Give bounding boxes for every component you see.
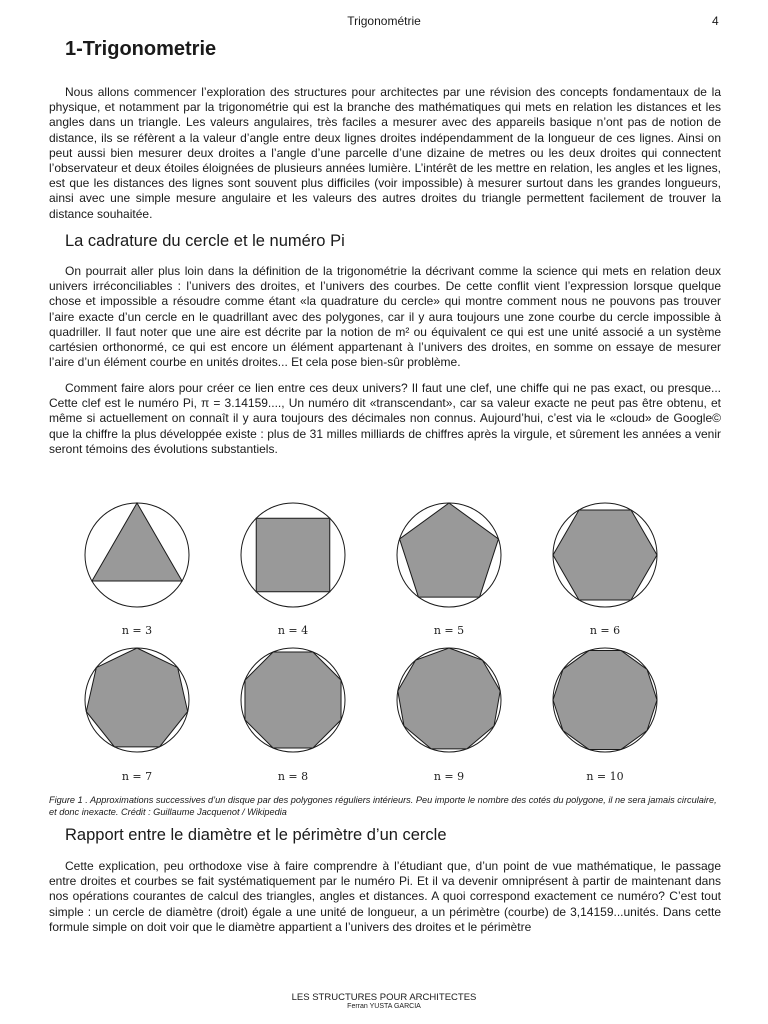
polygon-label: n = 4 xyxy=(277,624,309,637)
paragraph-quadrature: On pourrait aller plus loin dans la définition de la trigonométrie la décrivant comme la science qui mets en relation deux univers irréconciliables : l’univers des droites, et l’univers des courbes. De cette conflit vient l’expression lorsque quelque chose et impossible a résoudre comme étant «la quadrature du cercle» qui montre comment nous ne pouvons pas trouver l’aire exacte d’un cercle en le quadrillant avec des polygones, car il y aura toujours une zone courbe du cercle impossible à quadriller. Il faut noter que une aire est décrite par la notion de m² ou équivalent ce qui est une unité associé a un système cartésien orthonormé, ce qui est encore un élément appartenant à l’univers des droites, en somme on essaye de mesurer l’aire d’un élément courbe en unités droites... Et cela pose bien-sûr problème. xyxy=(49,264,721,370)
inscribed-polygon xyxy=(553,651,657,750)
polygon-figure-n9 xyxy=(397,648,501,783)
inscribed-polygon xyxy=(245,652,341,748)
polygon-figure-n5 xyxy=(397,503,501,637)
running-header-title: Trigonométrie xyxy=(347,14,421,28)
polygon-figure-n10 xyxy=(553,648,657,783)
polygon-label: n = 3 xyxy=(121,624,153,637)
inscribed-polygon xyxy=(553,510,657,600)
figure-caption: Figure 1 . Approximations successives d’un disque par des polygones réguliers intérieurs. Peu importe le nombre des cotés du polygone, il ne sera jamais circulaire, et donc inexacte. Crédit : Guillaume Jacquenot / Wikipedia xyxy=(49,795,717,817)
inscribed-polygon xyxy=(256,518,330,592)
polygon-figure-n8 xyxy=(241,648,345,783)
polygon-approximation-figure xyxy=(80,500,700,790)
polygon-label: n = 8 xyxy=(277,770,309,783)
intro-paragraph: Nous allons commencer l’exploration des structures pour architectes par une révision des concepts fondamentaux de la physique, et notamment par la trigonométrie qui est la branche des mathématiques qui mets en relation les distances et les angles dans un triangle. Les valeurs angulaires, très faciles a mesurer avec des appareils basique n’ont pas de notion de distance, ils se réfèrent a la valeur d’angle entre deux lignes droites indépendamment de la longueur de ces lignes. Ainsi on peut aussi bien mesurer deux droites a l’angle d’une parcelle d’une dizaine de metres ou les deux droites qui connectent l’observateur et deux étoiles éloignées de plusieurs années lumière. L’intérêt de les mettre en relation, les angles et les lignes, est que les distances des lignes sont souvent plus difficiles (voir impossible) à mesurer surtout dans les grandes longueurs, ainsi avec une simple mesure angulaire et les valeurs des autres droites du triangle permettent facilement de trouver la distance souhaitée. xyxy=(49,85,721,221)
paragraph-diameter-perimeter: Cette explication, peu orthodoxe vise à faire comprendre à l’étudiant que, d’un point de vue mathématique, le passage entre droites et courbes se fait systématiquement par le numéro Pi. Et il va devenir omniprésent à partir de maintenant dans nos opérations courantes de calcul des triangles, angles et distances. A quoi correspond exactement ce numéro? C’est tout simple : un cercle de diamètre (droit) égale a une unité de longueur, a un périmètre (courbe) de 3,14159...unités. Dans cette formule simple on doit voir que le diamètre appartient a l’univers des droites et le périmètre xyxy=(49,859,721,934)
polygon-figure-n3 xyxy=(85,503,189,637)
inscribed-polygon xyxy=(92,503,182,581)
inscribed-polygon xyxy=(400,503,499,597)
paragraph-pi-number: Comment faire alors pour créer ce lien entre ces deux univers? Il faut une clef, une chiffe qui ne pas exact, ou presque... Cette clef est le numéro Pi, π = 3.14159...., Un numéro dit «transcendant», car sa valeur exacte ne peut pas être obtenu, et même si actuellement on connaît il y aura toujours des décimales non connus. Aujourd’hui, c’est via le «cloud» de Google© que la chiffre la plus développée existe : plus de 31 milles milliards de chiffres après la virgule, et sûrement les années a venir seront témoins des évolutions substantiels. xyxy=(49,381,721,456)
polygon-label: n = 5 xyxy=(433,624,465,637)
polygon-label: n = 6 xyxy=(589,624,621,637)
footer-author: Ferran YUSTA GARCIA xyxy=(347,1003,421,1010)
polygon-figure-n4 xyxy=(241,503,345,637)
page-number: 4 xyxy=(712,14,719,28)
subsection-title-pi: La cadrature du cercle et le numéro Pi xyxy=(65,232,345,250)
polygon-label: n = 10 xyxy=(586,770,624,783)
polygon-label: n = 9 xyxy=(433,770,465,783)
polygon-label: n = 7 xyxy=(121,770,153,783)
footer-book-title: LES STRUCTURES POUR ARCHITECTES xyxy=(291,992,477,1003)
section-title: 1-Trigonometrie xyxy=(65,38,217,60)
polygon-figure-n6 xyxy=(553,503,657,637)
inscribed-polygon xyxy=(398,648,500,749)
inscribed-polygon xyxy=(86,648,187,747)
polygon-figure-n7 xyxy=(85,648,189,783)
subsection-title-diameter: Rapport entre le diamètre et le périmètre d’un cercle xyxy=(65,826,447,844)
